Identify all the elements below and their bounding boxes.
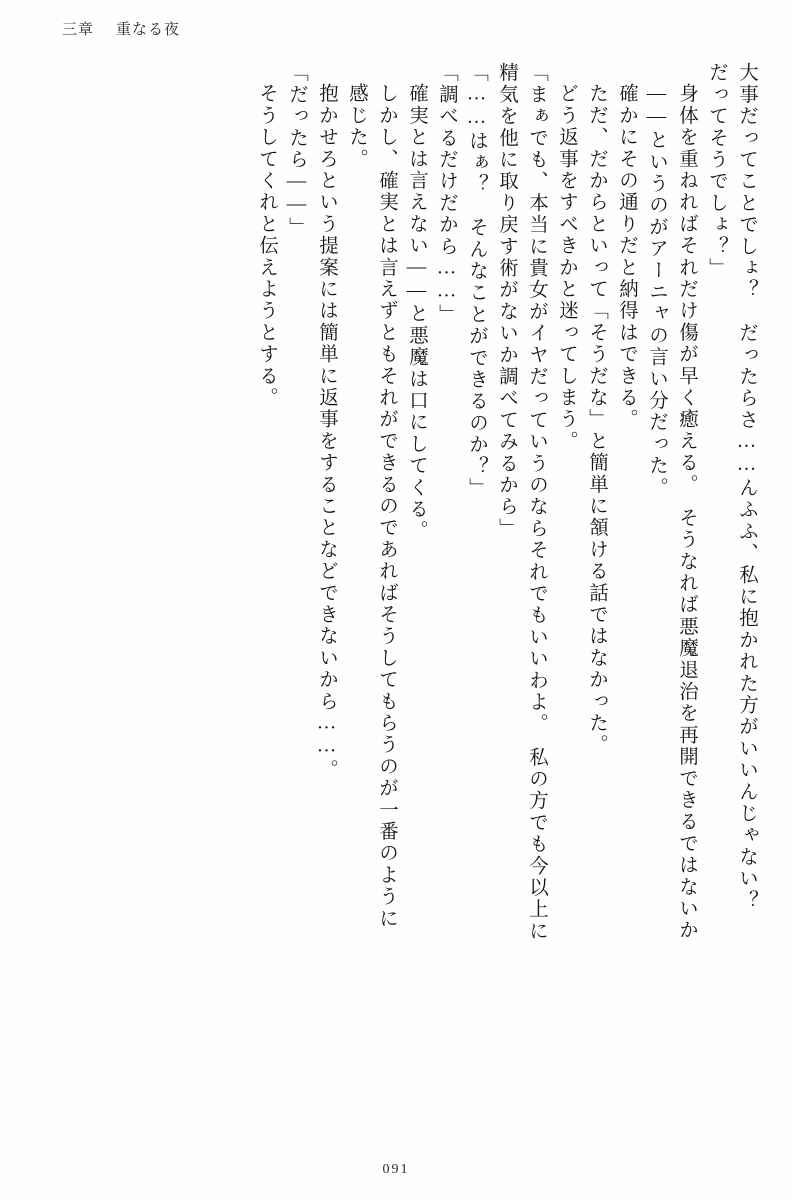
text-column: 「まぁでも、本当に貴女がイヤだっていうのならそれでもいいわよ。 私の方でも今以上に — [526, 62, 547, 942]
text-column: 確実とは言えない——と悪魔は口にしてくる。 — [406, 83, 427, 542]
text-column: 身体を重ねればそれだけ傷が早く癒える。 そうなれば悪魔退治を再開できるではないか — [676, 83, 697, 942]
text-column: しかし、確実とは言えずともそれができるのであればそうしてもらうのが一番のように — [376, 83, 397, 930]
running-header — [62, 18, 180, 39]
text-column: 「だったら——」 — [286, 62, 307, 239]
text-column: どう返事をすべきかと迷ってしまう。 — [556, 83, 577, 452]
page-number: 091 — [382, 1162, 410, 1177]
text-column: 「……はぁ？ そんなことができるのか？」 — [466, 62, 487, 499]
text-column: 感じた。 — [346, 83, 367, 170]
chapter-title: 重なる夜 — [116, 22, 181, 38]
text-column: 大事だってことでしょ？ だったらさ……んふふ、私に抱かれた方がいいんじゃない？ — [736, 62, 757, 912]
body-text — [52, 62, 756, 1122]
text-column: ——というのがアーニャの言い分だった。 — [646, 83, 667, 499]
chapter-number: 三章 — [62, 22, 95, 38]
text-column: そうしてくれと伝えようとする。 — [256, 83, 277, 409]
text-column: だってそうでしょ？」 — [706, 62, 727, 279]
text-column: 抱かせろという提案には簡単に返事をすることなどできないから……。 — [316, 83, 337, 781]
text-column: 確かにその通りだと納得はできる。 — [616, 83, 637, 431]
text-column: 精気を他に取り戻す術がないか調べてみるから」 — [496, 62, 517, 540]
text-column: ただ、だからといって「そうだな」と簡単に頷ける話ではなかった。 — [586, 83, 607, 756]
text-column: 「調べるだけだから……」 — [436, 62, 457, 326]
